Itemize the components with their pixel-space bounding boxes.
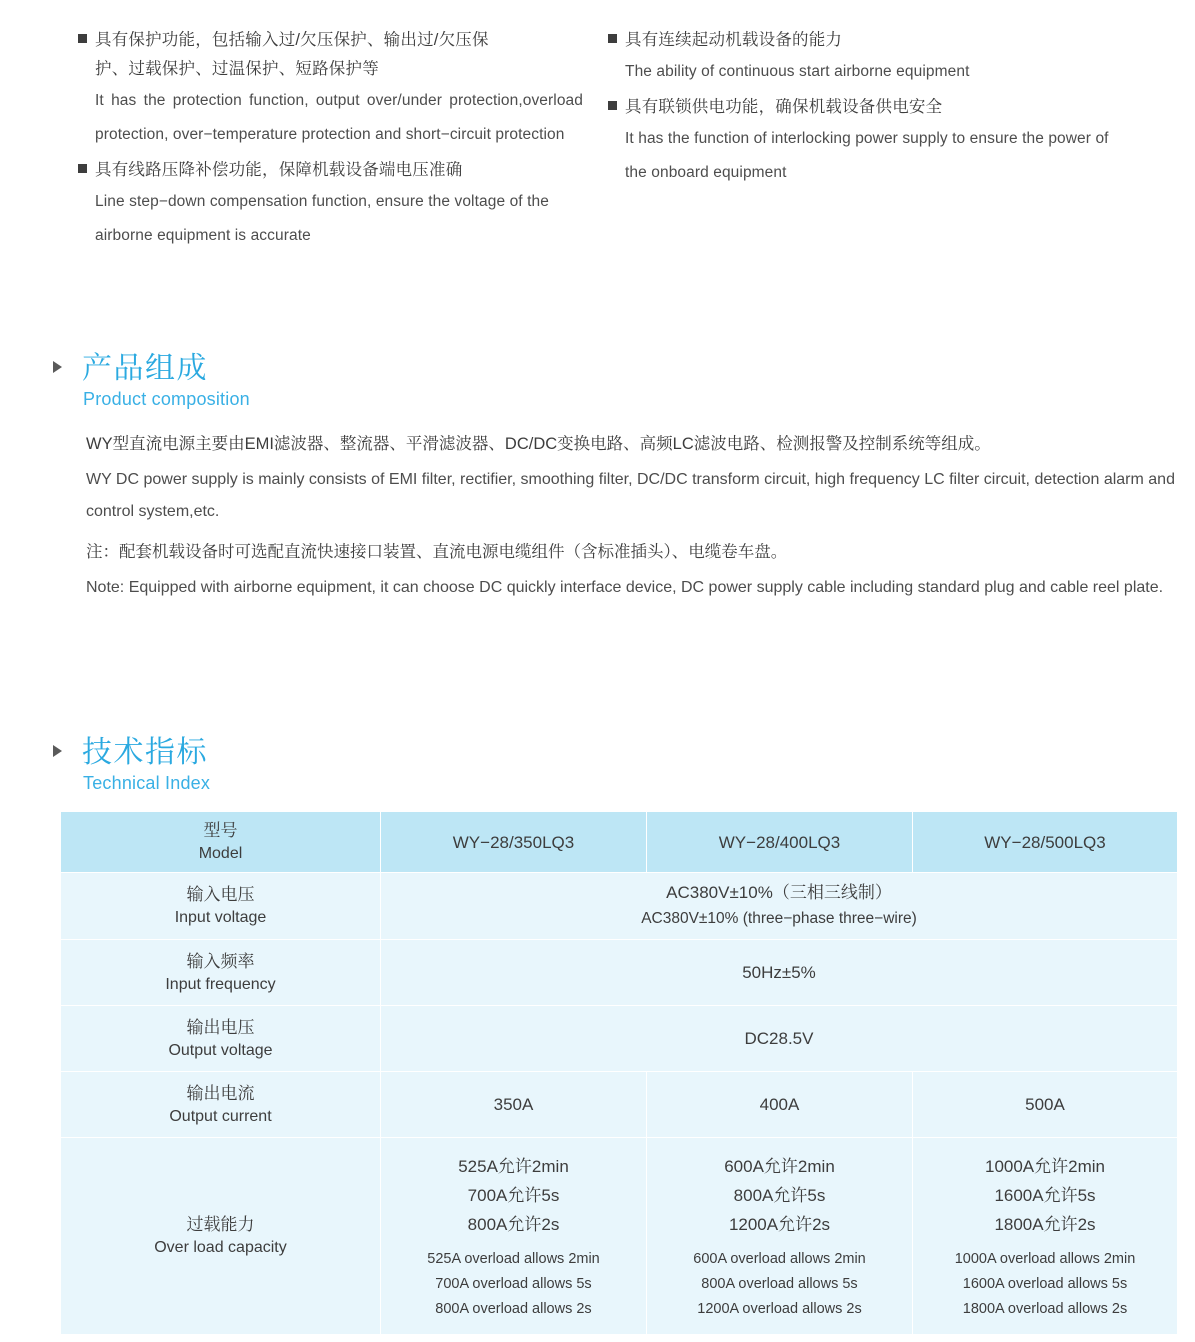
- table-row: [61, 1072, 1178, 1138]
- row-label-cn: 输入电压: [186, 885, 255, 904]
- bullet-text-en: It has the function of interlocking power supply to ensure the power of the onboard equipment: [625, 130, 1109, 181]
- row-label-cn: 过载能力: [186, 1215, 255, 1234]
- overload-en-line: 800A overload allows 5s: [701, 1276, 858, 1292]
- overload-cn-line: 1000A允许2min: [984, 1157, 1105, 1176]
- overload-en-line: 1800A overload allows 2s: [962, 1301, 1128, 1317]
- triangle-bullet-icon: [53, 745, 62, 757]
- composition-note-en: Note: Equipped with airborne equipment, it can choose DC quickly interface device, DC power supply cable including standard plug and cable reel plate.: [86, 579, 1164, 596]
- bullet-square-icon: [608, 101, 617, 110]
- row-value-output-current-2: 400A: [647, 1072, 913, 1138]
- bullet-text-cn: 具有线路压降补偿功能，保障机载设备端电压准确: [95, 161, 463, 179]
- bullet-item: [78, 156, 600, 253]
- section-heading: [0, 736, 1195, 796]
- overload-cell-1: [381, 1138, 647, 1335]
- table-row-overload: [61, 1138, 1178, 1335]
- triangle-bullet-icon: [53, 361, 62, 373]
- bullet-item: [608, 93, 1195, 190]
- row-label-output-current: [61, 1072, 381, 1138]
- row-value-en: AC380V±10% (three−phase three−wire): [641, 910, 917, 927]
- overload-en-line: 800A overload allows 2s: [435, 1301, 592, 1317]
- section-title-cn: 产品组成: [82, 352, 208, 385]
- row-value-cn: AC380V±10%（三相三线制）: [666, 883, 892, 902]
- table-header-model-3: WY−28/500LQ3: [913, 812, 1178, 873]
- overload-cn-line: 1200A允许2s: [728, 1215, 831, 1234]
- table-header-row: [61, 812, 1178, 873]
- row-label-en: Input frequency: [165, 975, 276, 993]
- row-label-en: Over load capacity: [154, 1239, 287, 1256]
- row-value-input-frequency: 50Hz±5%: [381, 940, 1178, 1006]
- row-label-input-voltage: [61, 873, 381, 940]
- row-label-overload: [61, 1138, 381, 1335]
- bullet-column-left: [0, 26, 600, 257]
- row-label-en: Output current: [169, 1107, 272, 1125]
- row-label-en: Input voltage: [174, 909, 267, 926]
- row-label-cn: 输出电流: [186, 1083, 255, 1103]
- overload-cn-line: 800A允许5s: [733, 1186, 826, 1205]
- overload-cell-3: [913, 1138, 1178, 1335]
- row-label-input-frequency: [61, 940, 381, 1006]
- section-technical-index: [0, 736, 1195, 796]
- overload-en-line: 1000A overload allows 2min: [954, 1251, 1136, 1267]
- overload-cn-line: 525A允许2min: [458, 1157, 569, 1176]
- bullet-square-icon: [78, 164, 87, 173]
- feature-bullets: [0, 26, 1195, 257]
- bullet-text-cn: 具有联锁供电功能，确保机载设备供电安全: [625, 98, 943, 116]
- section-title-en: Product composition: [83, 389, 250, 409]
- overload-en-line: 600A overload allows 2min: [693, 1251, 866, 1267]
- section-title-cn: 技术指标: [82, 736, 208, 769]
- bullet-square-icon: [608, 34, 617, 43]
- row-label-cn: 输入频率: [186, 951, 255, 971]
- header-label-cn: 型号: [203, 821, 238, 840]
- row-value-input-voltage: [381, 873, 1178, 940]
- row-label-cn: 输出电压: [186, 1017, 255, 1037]
- bullet-text-cn: 具有连续起动机载设备的能力: [625, 31, 843, 49]
- overload-cn-line: 800A允许2s: [467, 1215, 560, 1234]
- table-row: [61, 940, 1178, 1006]
- section-product-composition: [0, 352, 1195, 604]
- table-header-model-1: WY−28/350LQ3: [381, 812, 647, 873]
- bullet-text-en: Line step−down compensation function, ensure the voltage of the airborne equipment is accurate: [95, 193, 549, 244]
- overload-cn-line: 1600A允许5s: [994, 1186, 1096, 1205]
- overload-cn-line: 600A允许2min: [724, 1157, 835, 1176]
- technical-index-table: [60, 811, 1177, 1335]
- bullet-text-cn: 具有保护功能，包括输入过/欠压保护、输出过/欠压保: [95, 31, 489, 49]
- table-row: [61, 1006, 1178, 1072]
- row-value-output-current-1: 350A: [381, 1072, 647, 1138]
- overload-cell-2: [647, 1138, 913, 1335]
- bullet-text-en: It has the protection function, output over/under protection,overload protection, over−temperature protection and short−circuit protection: [95, 92, 583, 143]
- bullet-text-en: The ability of continuous start airborne equipment: [625, 63, 970, 80]
- row-value-output-voltage: DC28.5V: [381, 1006, 1178, 1072]
- composition-body: [0, 428, 1195, 604]
- composition-paragraph-cn: WY型直流电源主要由EMI滤波器、整流器、平滑滤波器、DC/DC变换电路、高频LC滤波电路、检测报警及控制系统等组成。: [86, 435, 991, 453]
- row-value-output-current-3: 500A: [913, 1072, 1178, 1138]
- table-header-label: [61, 812, 381, 873]
- overload-en-line: 1600A overload allows 5s: [962, 1276, 1128, 1292]
- header-label-en: Model: [198, 845, 243, 862]
- table-header-model-2: WY−28/400LQ3: [647, 812, 913, 873]
- overload-cn-line: 1800A允许2s: [994, 1215, 1096, 1234]
- section-title-en: Technical Index: [83, 773, 211, 793]
- overload-en-line: 525A overload allows 2min: [427, 1251, 600, 1267]
- row-label-output-voltage: [61, 1006, 381, 1072]
- table-row: [61, 873, 1178, 940]
- bullet-item: [78, 26, 600, 152]
- bullet-text-cn-line2: 护、过载保护、过温保护、短路保护等: [95, 60, 379, 78]
- bullet-square-icon: [78, 34, 87, 43]
- bullet-item: [608, 26, 1195, 89]
- row-label-en: Output voltage: [168, 1041, 273, 1059]
- overload-en-line: 1200A overload allows 2s: [697, 1301, 862, 1317]
- bullet-column-right: [600, 26, 1195, 257]
- composition-note-cn: 注：配套机载设备时可选配直流快速接口装置、直流电源电缆组件（含标准插头）、电缆卷车盘。: [86, 543, 788, 561]
- overload-cn-line: 700A允许5s: [467, 1186, 560, 1205]
- composition-paragraph-en: WY DC power supply is mainly consists of EMI filter, rectifier, smoothing filter, DC/DC transform circuit, high frequency LC filter circuit, detection alarm and control system,etc.: [86, 471, 1175, 520]
- section-heading: [0, 352, 1195, 412]
- overload-en-line: 700A overload allows 5s: [435, 1276, 592, 1292]
